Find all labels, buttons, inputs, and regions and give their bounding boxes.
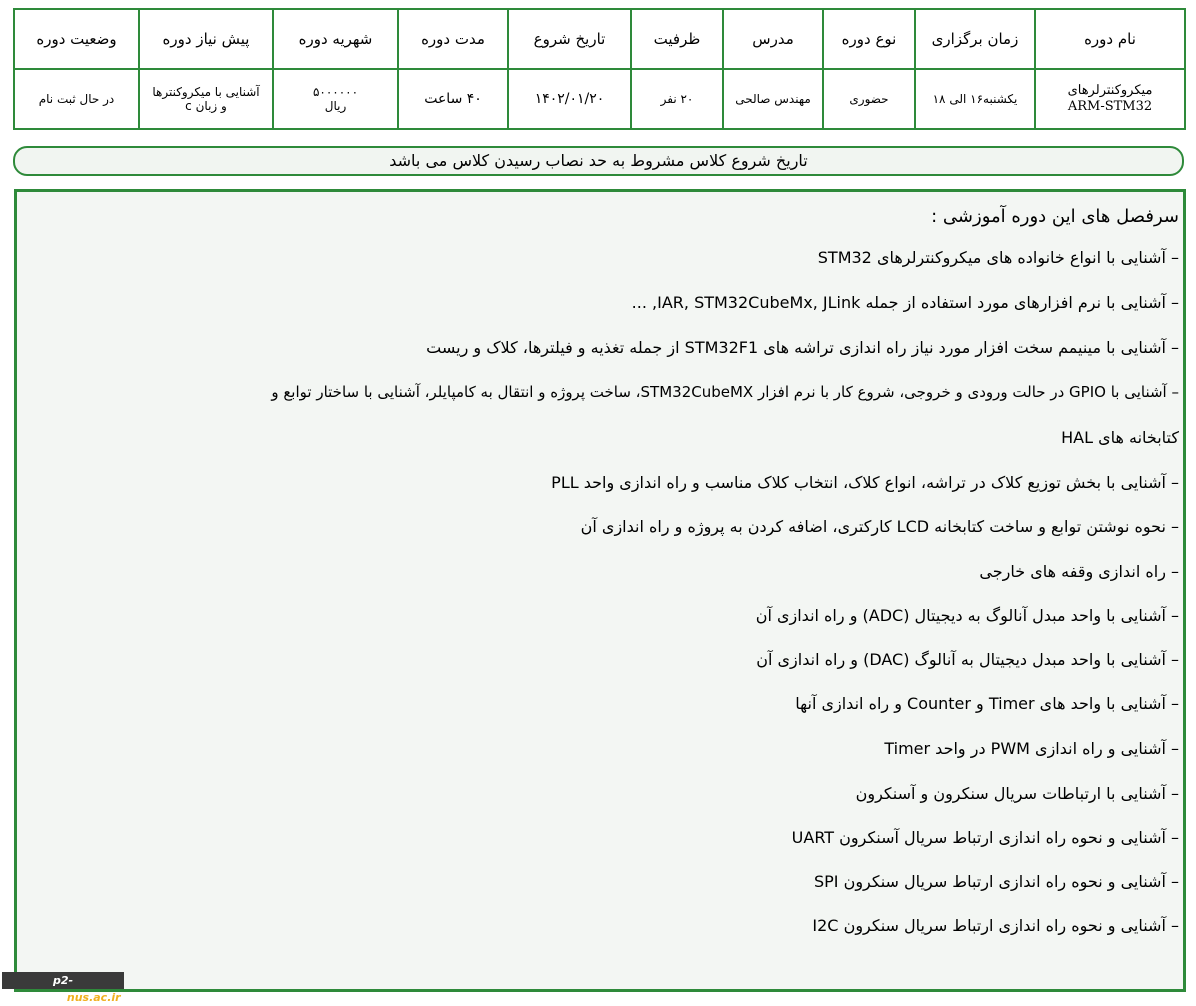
list-item: – آشنایی و نحوه راه اندازی ارتباط سریال سنکرون I2C xyxy=(812,916,1179,935)
list-item: – آشنایی با واحد مبدل آنالوگ به دیجیتال (ADC) و راه اندازی آن xyxy=(755,606,1179,625)
list-item: – آشنایی با واحد های Timer و Counter و راه اندازی آنها xyxy=(795,694,1179,713)
list-item: – آشنایی با GPIO در حالت ورودی و خروجی، شروع کار با نرم افزار STM32CubeMX، ساخت پروژه و انتقال به کامپایلر، آشنایی با ساختار توابع و xyxy=(271,383,1179,401)
list-item: – نحوه نوشتن توابع و ساخت کتابخانه LCD کارکتری، اضافه کردن به پروژه و راه اندازی آن xyxy=(580,517,1179,536)
cell-schedule: یکشنبه۱۶ الی ۱۸ xyxy=(915,69,1035,129)
watermark-domain: nus.ac.ir xyxy=(66,991,121,1004)
header-instructor: مدرس xyxy=(723,9,823,69)
syllabus-title: سرفصل های این دوره آموزشی : xyxy=(931,206,1179,227)
list-item: – آشنایی و نحوه راه اندازی ارتباط سریال سنکرون SPI xyxy=(813,872,1179,891)
list-item: – آشنایی با نرم افزارهای مورد استفاده از جمله IAR, STM32CubeMx, JLink, ... xyxy=(631,293,1179,312)
list-item: – آشنایی با ارتباطات سریال سنکرون و آسنکرون xyxy=(855,784,1179,803)
header-fee: شهریه دوره xyxy=(273,9,398,69)
cell-instructor: مهندس صالحی xyxy=(723,69,823,129)
course-name-en: ARM-STM32 xyxy=(1067,99,1153,114)
fee-amount: ۵۰۰۰۰۰۰ xyxy=(312,85,359,99)
cell-duration: ۴۰ ساعت xyxy=(398,69,508,129)
course-info-table xyxy=(13,8,1186,130)
list-item: – آشنایی و راه اندازی PWM در واحد Timer xyxy=(884,739,1179,758)
header-course-name: نام دوره xyxy=(1035,9,1185,69)
table-row xyxy=(14,69,1185,129)
header-capacity: ظرفیت xyxy=(631,9,723,69)
list-item: – آشنایی و نحوه راه اندازی ارتباط سریال آسنکرون UART xyxy=(791,828,1179,847)
site-watermark xyxy=(2,972,124,1004)
header-status: وضعیت دوره xyxy=(14,9,139,69)
prereq-line-2: و زبان c xyxy=(185,99,227,113)
fee-currency: ریال xyxy=(324,99,347,113)
cell-status: در حال ثبت نام xyxy=(14,69,139,129)
list-item: – آشنایی با مینیمم سخت افزار مورد نیاز راه اندازی تراشه های STM32F1 از جمله تغذیه و فیلترها، کلاک و ریست xyxy=(426,338,1179,357)
cell-start-date: ۱۴۰۲/۰۱/۲۰ xyxy=(508,69,631,129)
cell-course-type: حضوری xyxy=(823,69,915,129)
cell-fee xyxy=(273,69,398,129)
table-header-row xyxy=(14,9,1185,69)
list-item: – راه اندازی وقفه های خارجی xyxy=(979,562,1179,581)
list-item: – آشنایی با واحد مبدل دیجیتال به آنالوگ (DAC) و راه اندازی آن xyxy=(756,650,1179,669)
header-prerequisite: پیش نیاز دوره xyxy=(139,9,273,69)
prereq-line-1: آشنایی با میکروکنترها xyxy=(152,85,260,99)
list-item: کتابخانه های HAL xyxy=(1061,428,1179,447)
cell-prerequisite xyxy=(139,69,273,129)
cell-course-name xyxy=(1035,69,1185,129)
start-date-notice: تاریخ شروع کلاس مشروط به حد نصاب رسیدن کلاس می باشد xyxy=(13,146,1184,176)
course-name-fa: میکروکنترلرهای xyxy=(1067,83,1153,98)
header-start-date: تاریخ شروع xyxy=(508,9,631,69)
watermark-prefix: p2-hamedan. xyxy=(5,974,74,1004)
list-item: – آشنایی با انواع خانواده های میکروکنترلرهای STM32 xyxy=(817,248,1179,267)
syllabus-panel xyxy=(14,189,1186,992)
list-item: – آشنایی با بخش توزیع کلاک در تراشه، انواع کلاک، انتخاب کلاک مناسب و راه اندازی واحد PLL xyxy=(551,473,1179,492)
cell-capacity: ۲۰ نفر xyxy=(631,69,723,129)
header-schedule: زمان برگزاری xyxy=(915,9,1035,69)
header-course-type: نوع دوره xyxy=(823,9,915,69)
header-duration: مدت دوره xyxy=(398,9,508,69)
